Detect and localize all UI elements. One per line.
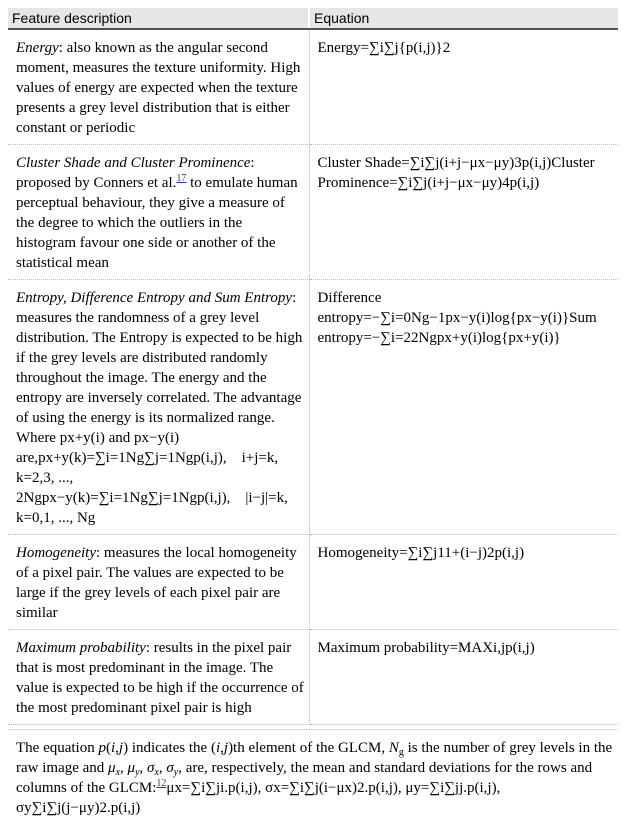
reference-link-12[interactable]: 12 (156, 778, 166, 789)
feature-description-cell (8, 280, 309, 535)
feature-name: Entropy, Difference Entropy and Sum Entropy (16, 290, 292, 306)
feature-name: Energy (16, 40, 59, 56)
footnote-formulas: μx=∑i∑ji.p(i,j), σx=∑i∑j(i−μx)2.p(i,j), μy=∑i∑jj.p(i,j), σy∑i∑j(j−μy)2.p(i,j) (16, 780, 500, 816)
formula-sum: px+y(k)=∑i=1Ng∑j=1Ngp(i,j), (38, 450, 227, 466)
equation-cell: Energy=∑i∑j{p(i,j)}2 (309, 29, 618, 145)
reference-link-17[interactable]: 17 (176, 173, 186, 184)
equation-cell: Maximum probability=MAXi,jp(i,j) (309, 630, 618, 725)
formula-diff-condition: |i−j|=k, (245, 490, 288, 506)
table-footnote-row (8, 730, 618, 822)
table-footnote: The equation p(i,j) indicates the (i,j)th element of the GLCM, $N_g$ is the number of grey levels in the raw image and $\mu_x$, $\mu_y$, $\sigma_x$, $\sigma_y$, are, respectively, the mean and standard deviations for the rows and columns of the GLCM:$^{12}$μx=∑i∑ji.p(i,j), σx=∑i∑j(i−μx)2.p(i,j), μy=∑i∑jj.p(i,j), σy∑i∑j(j−μy)2.p(i,j) (8, 730, 618, 822)
feature-description: : measures the randomness of a grey level distribution. The Entropy is expected to be high if the grey levels are distributed randomly throughout the image. The energy and the entropy are inversely correlated. The advantage of using the energy is its normalized range. Where px+y(i) and px−y(i) are, (16, 290, 302, 466)
header-feature-description: Feature description (8, 8, 309, 29)
feature-description: : results in the pixel pair that is most predominant in the image. The value is expected to be high if the occurrence of the most predominant pixel pair is high (16, 640, 304, 716)
table-row-cluster (8, 145, 618, 280)
formula-sum-condition: i+j=k, (242, 450, 279, 466)
equation-cell: Homogeneity=∑i∑j11+(i−j)2p(i,j) (309, 535, 618, 630)
table-row-energy (8, 29, 618, 145)
feature-description-cell (8, 145, 309, 280)
feature-description-cell (8, 535, 309, 630)
table-header-row (8, 8, 618, 29)
formula-diff-range: k=0,1, ..., Ng (16, 510, 95, 526)
feature-description: : measures the local homogeneity of a pixel pair. The values are expected to be large if the grey levels of each pixel pair are similar (16, 545, 297, 621)
table-row-entropy (8, 280, 618, 535)
equation-cell: Difference entropy=−∑i=0Ng−1px−y(i)log{px−y(i)}Sum entropy=−∑i=22Ngpx+y(i)log{px+y(i)} (309, 280, 618, 535)
feature-name: Maximum probability (16, 640, 146, 656)
feature-name: Homogeneity (16, 545, 96, 561)
feature-description: : proposed by Conners et al. (16, 155, 255, 191)
feature-description-cell (8, 29, 309, 145)
feature-name: Cluster Shade and Cluster Prominence (16, 155, 250, 171)
feature-description-cell (8, 630, 309, 725)
table-row-max-probability (8, 630, 618, 725)
table-row-homogeneity (8, 535, 618, 630)
feature-description-cont: to emulate human perceptual behaviour, they give a measure of the degree to which the outliers in the histogram favour one side or another of the statistical mean (16, 175, 298, 271)
formula-sum-range: k=2,3, ..., (16, 470, 73, 486)
formula-diff: 2Ngpx−y(k)=∑i=1Ng∑j=1Ngp(i,j), (16, 490, 230, 506)
header-equation: Equation (309, 8, 618, 29)
feature-description: : also known as the angular second moment, measures the texture uniformity. High values of energy are expected when the texture presents a grey level distribution that is either constant or periodic (16, 40, 300, 136)
equation-cell: Cluster Shade=∑i∑j(i+j−μx−μy)3p(i,j)Cluster Prominence=∑i∑j(i+j−μx−μy)4p(i,j) (309, 145, 618, 280)
feature-table (8, 8, 618, 822)
